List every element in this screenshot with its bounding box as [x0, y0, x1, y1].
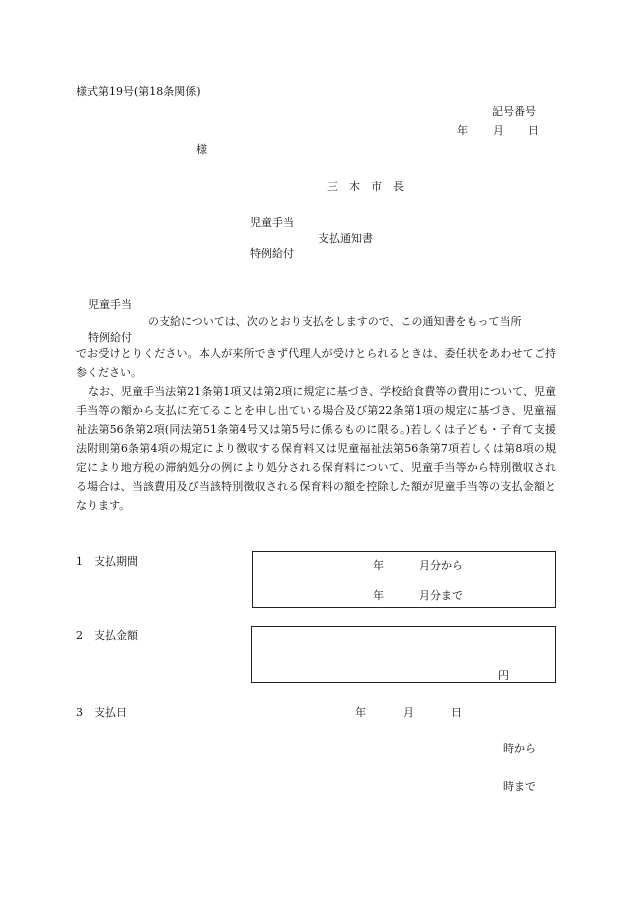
form-number: 様式第19号(第18条関係)	[76, 85, 201, 98]
title-main: 支払通知書	[318, 232, 373, 245]
date-day: 日	[528, 124, 539, 137]
payment-date-label: 3 支払日	[76, 706, 127, 719]
title-option-special-benefit: 特例給付	[250, 247, 294, 260]
payment-period-box	[252, 551, 556, 608]
period-from-month: 月分から	[419, 559, 463, 572]
note-text: なお、児童手当法第21条第1項又は第2項に規定に基づき、学校給食費等の費用について、児童手当等の額から支払に充てることを申し出ている場合及び第22条第1項の規定に基づき、児童福祉法第56条第2項(同法第51条第4号又は第5号に係るものに限る。)若しくは子ども・子育て支援法附則第6条第4項の規定により徴収する保育料又は児童福祉法第56条第7項若しくは第8項の規定により地方税の滞納処分の例により処分される保育料について、児童手当等から特別徴収される場合は、当該費用及び当該特別徴収される保育料の額を控除した額が児童手当等の支払金額となります。	[76, 385, 556, 512]
period-to-month: 月分まで	[419, 589, 463, 602]
payday-day: 日	[451, 706, 462, 719]
payment-period-label: 1 支払期間	[76, 555, 138, 568]
period-to-year: 年	[373, 589, 384, 602]
amount-unit: 円	[498, 669, 509, 682]
intro-option-special-benefit: 特例給付	[88, 331, 132, 344]
payday-year: 年	[355, 706, 366, 719]
payment-amount-box	[251, 626, 556, 683]
payday-time-from: 時から	[503, 742, 536, 755]
intro-option-child-allowance: 児童手当	[88, 298, 132, 311]
title-option-child-allowance: 児童手当	[250, 216, 294, 229]
date-month: 月	[493, 124, 504, 137]
payday-time-to: 時まで	[503, 780, 536, 793]
payment-amount-label: 2 支払金額	[76, 629, 138, 642]
intro-continuation-text: でお受けとりください。本人が来所できず代理人が受けとられるときは、委任状をあわせてご持参ください。	[76, 347, 556, 379]
symbol-number-label: 記号番号	[492, 105, 536, 118]
intro-first-line: の支給については、次のとおり支払をしますので、この通知書をもって当所	[148, 315, 522, 328]
issuer-name: 三 木 市 長	[327, 180, 404, 193]
period-from-year: 年	[373, 559, 384, 572]
date-year: 年	[457, 124, 468, 137]
intro-continuation	[76, 344, 556, 382]
addressee-suffix: 様	[196, 143, 207, 156]
note-paragraph	[76, 382, 556, 515]
payday-month: 月	[403, 706, 414, 719]
